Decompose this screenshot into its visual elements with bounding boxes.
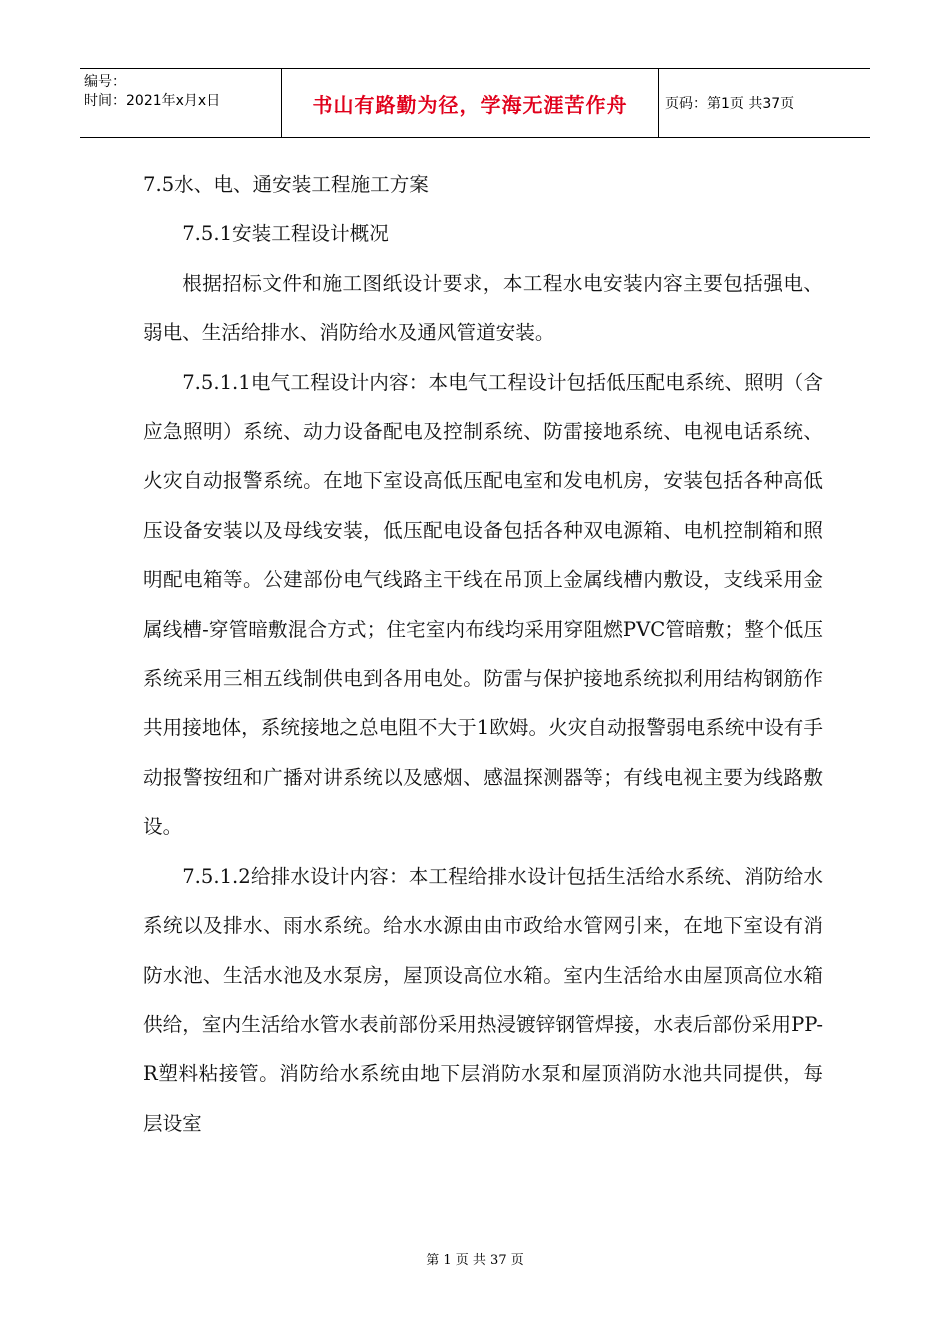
page-footer: 第 1 页 共 37 页 [426,1253,524,1268]
header-motto: 书山有路勤为径，学海无涯苦作舟 [282,69,659,137]
header-meta [80,69,282,137]
paragraph: 根据招标文件和施工图纸设计要求，本工程水电安装内容主要包括强电、弱电、生活给排水、消防给水及通风管道安装。 [143,271,823,345]
header-time-label: 时间：2021年x月x日 [84,93,221,109]
document-body [143,160,823,1148]
paragraph: 7.5.1.1电气工程设计内容：本电气工程设计包括低压配电系统、照明（含应急照明）系统、动力设备配电及控制系统、防雷接地系统、电视电话系统、火灾自动报警系统。在地下室设高低压配电室和发电机房，安装包括各种高低压设备安装以及母线安装，低压配电设备包括各种双电源箱、电机控制箱和照明配电箱等。公建部份电气线路主干线在吊顶上金属线槽内敷设，支线采用金属线槽-穿管暗敷混合方式；住宅室内布线均采用穿阻燃PVC管暗敷；整个低压系统采用三相五线制供电到各用电处。防雷与保护接地系统拟利用结构钢筋作共用接地体，系统接地之总电阻不大于1欧姆。火灾自动报警弱电系统中设有手动报警按纽和广播对讲系统以及感烟、感温探测器等；有线电视主要为线路敷设。 [143,370,823,839]
subsection-title: 7.5.1安装工程设计概况 [182,222,389,246]
header-page-info: 页码：第1页 共37页 [665,96,795,112]
paragraph: 7.5.1.2给排水设计内容：本工程给排水设计包括生活给水系统、消防给水系统以及排水、雨水系统。给水水源由由市政给水管网引来，在地下室设有消防水池、生活水池及水泵房，屋顶设高位水箱。室内生活给水由屋顶高位水箱供给，室内生活给水管水表前部份采用热浸镀锌钢管焊接，水表后部份采用PP-R塑料粘接管。消防给水系统由地下层消防水泵和屋顶消防水池共同提供，每层设室 [143,864,823,1135]
header-number-label: 编号： [84,74,126,90]
section-title: 7.5水、电、通安装工程施工方案 [143,173,429,196]
page-header [80,68,870,138]
